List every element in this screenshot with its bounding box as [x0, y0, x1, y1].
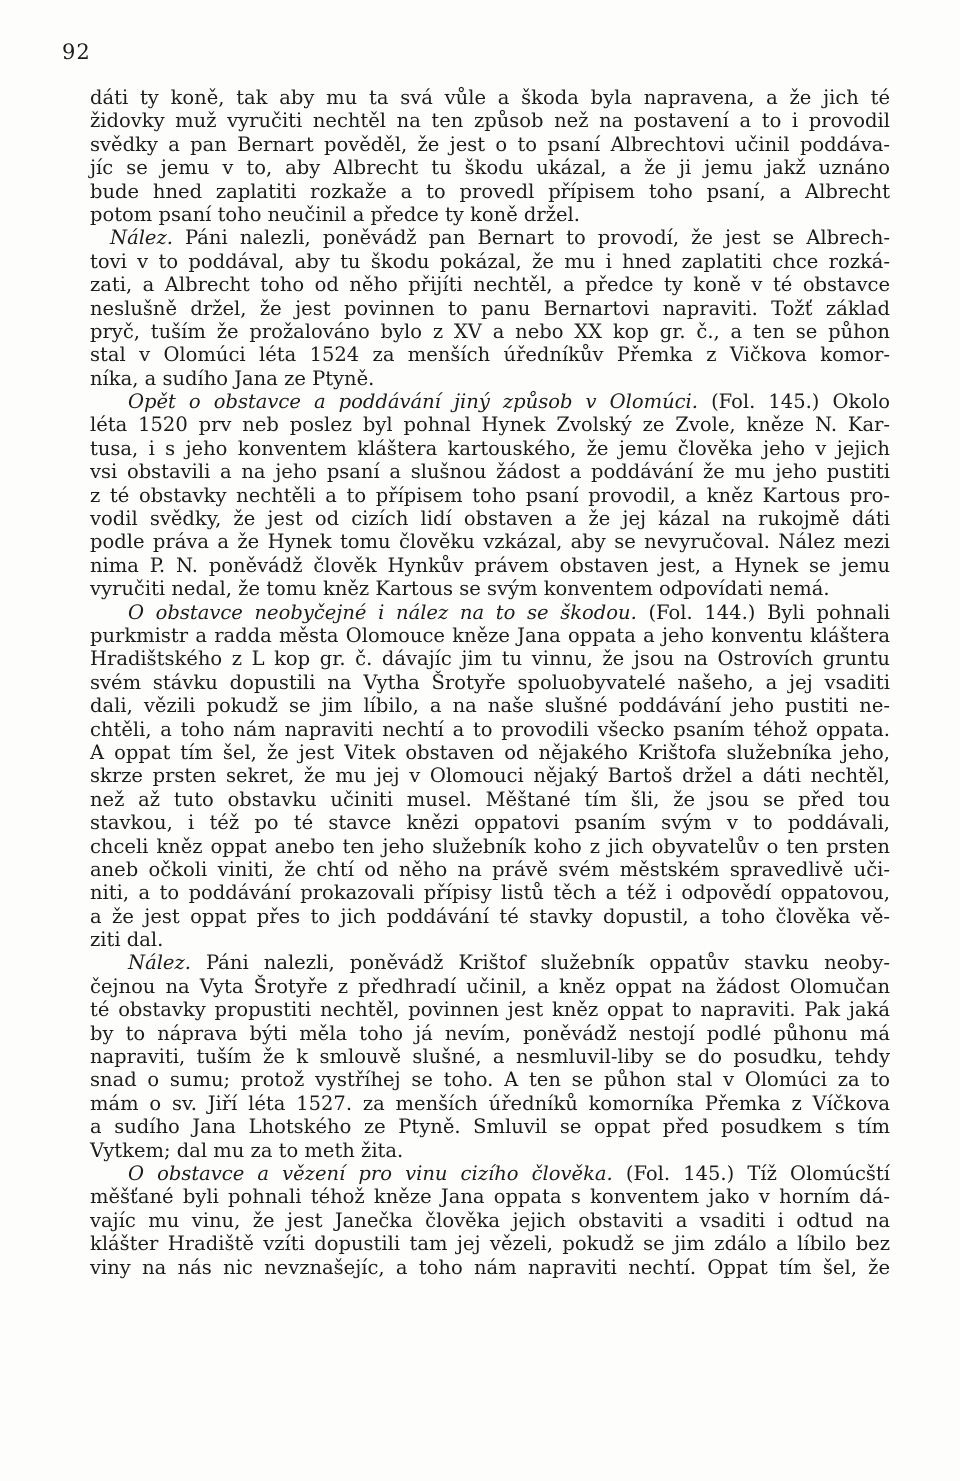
- text-line: [90, 460, 890, 483]
- line-text: čejnou na Vyta Šrotyře z předhradí učinil, a kněz oppat na žádost Olomučan: [90, 974, 890, 998]
- line-text: níka, a sudího Jana ze Ptyně.: [90, 366, 375, 390]
- line-text: Páni nalezli, poněvádž pan Bernart to provodí, že jest se Albrech-: [172, 226, 890, 250]
- line-text: tovi v to poddával, aby tu škodu pokázal, že mu i hned zaplatiti chce rozká-: [90, 249, 890, 273]
- text-line: [90, 1068, 890, 1091]
- text-line: [90, 928, 890, 951]
- line-text: stal v Olomúci léta 1524 za menších úředníkův Přemka z Vičkova komor-: [90, 343, 890, 367]
- text-line: [90, 1092, 890, 1115]
- line-text: (Fol. 145.) Tíž Olomúcští: [612, 1161, 890, 1185]
- text-line: [90, 1209, 890, 1232]
- line-text: vodil svědky, že jest od cizích lidí obstaven a že jej kázal na rukojmě dáti: [90, 507, 890, 531]
- text-line: [90, 881, 890, 904]
- body-text: [90, 86, 890, 1279]
- line-text: vsi obstavili a na jeho psaní a slušnou žádost a poddávání že mu jeho pustiti: [90, 460, 890, 484]
- line-text: té obstavky propustiti nechtěl, povinnen jest kněz oppat to napraviti. Pak jaká: [90, 998, 890, 1022]
- line-text: purkmistr a radda města Olomouce kněze Jana oppata a jeho konventu kláštera: [90, 623, 890, 647]
- text-line: [90, 156, 890, 179]
- line-text: niti, a to poddávání prokazovali přípisy listů těch a též i odpovědí oppatovou,: [90, 881, 890, 905]
- line-text: (Fol. 144.) Byli pohnali: [636, 600, 890, 624]
- text-line: [90, 413, 890, 436]
- line-text: A oppat tím šel, že jest Vitek obstaven od nějakého Krištofa služebníka jeho,: [90, 740, 890, 764]
- text-line: [90, 811, 890, 834]
- text-line: [90, 437, 890, 460]
- text-line: [90, 624, 890, 647]
- text-line: [90, 718, 890, 741]
- section-heading: Nález.: [128, 951, 191, 975]
- text-line: [90, 297, 890, 320]
- line-text: stavkou, i též po té stavce knězi oppatovi psaním svým v to poddávali,: [90, 811, 890, 835]
- text-line: [90, 507, 890, 530]
- text-line: [90, 1185, 890, 1208]
- line-text: napraviti, tuším že k smlouvě slušné, a nesmluvil-liby se do posudku, tehdy: [90, 1045, 890, 1069]
- text-line: [90, 601, 890, 624]
- text-line: [90, 1045, 890, 1068]
- line-text: podle práva a že Hynek tomu člověku vzkázal, aby se nevyručoval. Nález mezi: [90, 530, 890, 554]
- line-text: jíc se jemu v to, aby Albrecht tu škodu ukázal, a že ji jemu jakž uznáno: [90, 156, 890, 180]
- line-text: dáti ty koně, tak aby mu ta svá vůle a škoda byla napravena, a že jich té: [90, 86, 890, 109]
- line-text: pryč, tuším že prožalováno bylo z XV a nebo XX kop gr. č., a ten se půhon: [90, 319, 890, 343]
- section-heading: O obstavce neobyčejné i nález na to se škodou.: [128, 600, 637, 624]
- line-text: tusa, i s jeho konventem kláštera kartouského, že jemu člověka jeho v jejich: [90, 436, 890, 460]
- line-text: dali, vězili pokudž se jim líbilo, a na naše slušné poddávání jeho pustiti ne-: [90, 694, 890, 718]
- line-text: léta 1520 prv neb poslez byl pohnal Hynek Zvolský ze Zvole, kněze N. Kar-: [90, 413, 890, 437]
- text-line: [90, 647, 890, 670]
- line-text: nima P. N. poněvádž člověk Hynkův právem obstaven jest, a Hynek se jemu: [90, 553, 890, 577]
- text-line: [90, 835, 890, 858]
- text-line: [90, 273, 890, 296]
- section-heading: Opět o obstavce a poddávání jiný způsob v Olomúci.: [128, 390, 698, 414]
- text-line: [90, 484, 890, 507]
- line-text: klášter Hradiště vzíti dopustili tam jej vězeli, pokudž se jim zdálo a líbilo bez: [90, 1232, 890, 1256]
- text-line: [90, 1022, 890, 1045]
- line-text: a že jest oppat přes to jich poddávání té stavky dopustil, a toho člověka vě-: [90, 904, 890, 928]
- line-text: neslušně držel, že jest povinnen to panu Bernartovi napraviti. Tožť základ: [90, 296, 890, 320]
- line-text: by to náprava býti měla toho já nevím, poněvádž nestojí podlé půhonu má: [90, 1021, 890, 1045]
- text-line: [90, 343, 890, 366]
- text-line: [90, 694, 890, 717]
- line-text: svědky a pan Bernart pověděl, že jest o to psaní Albrechtovi učinil poddáva-: [90, 132, 890, 156]
- section-heading: O obstavce a vězení pro vinu cizího člověka.: [128, 1161, 613, 1185]
- text-line: [90, 390, 890, 413]
- text-line: [90, 1256, 890, 1279]
- line-text: bude hned zaplatiti rozkaže a to provedl přípisem toho psaní, a Albrecht: [90, 179, 890, 203]
- line-text: a sudího Jana Lhotského ze Ptyně. Smluvil se oppat před posudkem s tím: [90, 1115, 890, 1139]
- text-line: [90, 226, 890, 249]
- text-line: [90, 951, 890, 974]
- text-line: [90, 320, 890, 343]
- text-line: [90, 905, 890, 928]
- text-line: [90, 577, 890, 600]
- text-line: [90, 554, 890, 577]
- line-text: vyručiti nedal, že tomu kněz Kartous se svým konventem odpovídati nemá.: [90, 577, 830, 601]
- text-line: [90, 741, 890, 764]
- line-text: ziti dal.: [90, 928, 164, 952]
- section-heading: Nález.: [110, 226, 173, 250]
- line-text: mám o sv. Jiří léta 1527. za menších úředníků komorníka Přemka z Víčkova: [90, 1091, 890, 1115]
- text-line: [90, 530, 890, 553]
- text-line: [90, 1232, 890, 1255]
- line-text: chceli kněz oppat anebo ten jeho služebník koho z jich obyvatelův o ten prsten: [90, 834, 890, 858]
- text-line: [90, 764, 890, 787]
- text-line: [90, 858, 890, 881]
- text-line: [90, 203, 890, 226]
- line-text: než až tuto obstavku učiniti musel. Měštané tím šli, že jsou se před tou: [90, 787, 890, 811]
- text-line: [90, 1139, 890, 1162]
- line-text: měšťané byli pohnali téhož kněze Jana oppata s konventem jako v horním dá-: [90, 1185, 890, 1209]
- text-line: [90, 109, 890, 132]
- line-text: chtěli, a toho nám napraviti nechtí a to provodili všecko psaním téhož oppata.: [90, 717, 890, 741]
- line-text: Páni nalezli, poněvádž Krištof služebník oppatův stavku neoby-: [190, 951, 890, 975]
- text-line: [90, 180, 890, 203]
- text-line: [90, 367, 890, 390]
- text-line: [90, 998, 890, 1021]
- line-text: snad o sumu; protož vystříhej se toho. A ten se půhon stal v Olomúci za to: [90, 1068, 890, 1092]
- line-text: Vytkem; dal mu za to meth žita.: [90, 1138, 404, 1162]
- line-text: skrze prsten sekret, že mu jej v Olomouci nějaký Bartoš držel a dáti nechtěl,: [90, 764, 890, 788]
- text-line: [90, 250, 890, 273]
- text-line: [90, 975, 890, 998]
- text-line: [90, 133, 890, 156]
- line-text: Hradištského z L kop gr. č. dávajíc jim tu vinnu, že jsou na Ostrovích gruntu: [90, 647, 890, 671]
- line-text: potom psaní toho neučinil a předce ty koně držel.: [90, 202, 580, 226]
- line-text: zati, a Albrecht toho od něho přijíti nechtěl, a předce ty koně v té obstavce: [90, 273, 890, 297]
- line-text: svém stávku dopustili na Vytha Šrotyře spoluobyvatelé našeho, a jej vsaditi: [90, 670, 890, 694]
- line-text: aneb očkoli viniti, že chtí od něho na právě svém městském spravedlivě uči-: [90, 857, 890, 881]
- text-line: [90, 1162, 890, 1185]
- line-text: z té obstavky nechtěli a to přípisem toho psaní provodil, a kněz Kartous pro-: [90, 483, 890, 507]
- line-text: vajíc mu vinu, že jest Janečka člověka jejich obstaviti a vsaditi i odtud na: [90, 1208, 890, 1232]
- text-line: [90, 671, 890, 694]
- line-text: viny na nás nic nevznašejíc, a toho nám napraviti nechtí. Oppat tím šel, že: [90, 1255, 890, 1279]
- text-line: [90, 86, 890, 109]
- page-number: 92: [62, 40, 91, 64]
- text-line: [90, 1115, 890, 1138]
- line-text: židovky muž vyručiti nechtěl na ten způsob než na postavení a to i provodil: [90, 109, 890, 133]
- text-line: [90, 788, 890, 811]
- line-text: (Fol. 145.) Okolo: [698, 390, 891, 414]
